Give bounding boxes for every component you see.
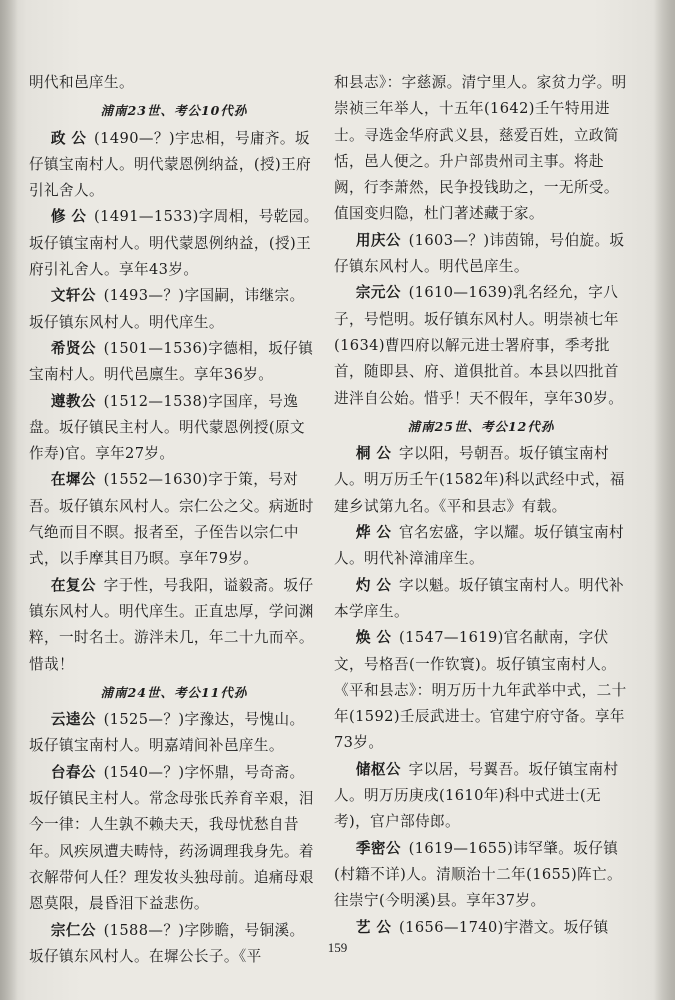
- entry-text: (1619—1655)讳罕肇。坂仔镇(村籍不详)人。清顺治十二年(1655)阵亡。往崇宁(今明溪)县。享年37岁。: [334, 839, 623, 910]
- biography-entry: [29, 336, 319, 389]
- entry-text: 官名宏盛，字以耀。坂仔镇宝南村人。明代补漳浦庠生。: [334, 524, 624, 568]
- continuation-text: 明代和邑庠生。: [29, 74, 134, 91]
- biography-entry: [29, 389, 319, 468]
- biography-entry: [334, 280, 628, 411]
- entry-text: (1493—？)字国嗣，讳继宗。坂仔镇东风村人。明代庠生。: [29, 287, 305, 331]
- page-gutter-shadow: [0, 0, 18, 1000]
- page-edge-shadow: [653, 0, 675, 1000]
- person-name: 在复公: [50, 576, 96, 594]
- biography-entry: [334, 757, 628, 836]
- entry-text: (1490—？)宇忠相，号庸齐。坂仔镇宝南村人。明代蒙恩例纳益，(授)王府引礼舍人。: [29, 129, 312, 200]
- entry-text: (1525—？)字豫达，号愧山。坂仔镇宝南村人。明嘉靖间补邑庠生。: [29, 711, 305, 755]
- biography-entry: [334, 520, 628, 573]
- biography-entry: [334, 915, 628, 941]
- entry-text: 字以阳，号朝吾。坂仔镇宝南村人。明万历壬午(1582年)科以武经中式，福建乡试第九名。《平和县志》有载。: [334, 445, 625, 515]
- person-name: 宗元公: [355, 284, 401, 302]
- generation-heading: 浦南23世、考公10代孙: [100, 103, 248, 119]
- right-text-column: [334, 70, 628, 941]
- entry-text: 字以居，号翼吾。坂仔镇宝南村人。明万历庚戌(1610年)科中式进士(无考)，官户部侍郎。: [334, 760, 619, 831]
- person-name: 政 公: [50, 129, 87, 147]
- entry-text: (1540—？)字怀鼎，号奇斋。坂仔镇民主村人。常念母张氏养育辛艰，泪今一律：人生孰不赖夫天，我母忧愁自昔年。风疾夙遭夫畴恃，药汤调理我身先。着衣解带何人任？理发妆头独母前。追痛母艰恩莫限，晨昏泪下益悲伤。: [29, 763, 314, 913]
- biography-entry: [29, 283, 319, 336]
- person-name: 用庆公: [355, 231, 401, 249]
- entry-text: (1552—1630)字于策，号对吾。坂仔镇东风村人。宗仁公之父。病逝时气绝而目不瞑。报者至，子侄告以宗仁中式，以手摩其目乃暝。享年79岁。: [29, 471, 314, 568]
- person-name: 烨 公: [355, 524, 392, 542]
- entry-text: (1501—1536)字德相，坂仔镇宝南村人。明代邑廪生。享年36岁。: [29, 339, 314, 384]
- biography-entry: [29, 204, 319, 283]
- biography-entry: [29, 126, 319, 205]
- biography-entry: [334, 573, 628, 626]
- entry-text: (1588—？)字陟瞻，号铜溪。坂仔镇东风村人。在墀公长子。《平: [29, 921, 305, 965]
- person-name: 艺 公: [355, 918, 392, 936]
- person-name: 季密公: [355, 839, 401, 857]
- biography-entry: [334, 441, 628, 520]
- generation-heading: 浦南25世、考公12代孙: [407, 418, 555, 434]
- page-number: 159: [327, 940, 348, 955]
- generation-heading: 浦南24世、考公11代孙: [100, 684, 248, 700]
- person-name: 焕 公: [355, 629, 392, 647]
- entry-text: (1491—1533)字周相，号乾园。坂仔镇宝南村人。明代蒙恩例纳益，(授)王府引礼舍人。享年43岁。: [29, 208, 319, 279]
- person-name: 桐 公: [355, 445, 392, 463]
- biography-entry: [29, 760, 319, 918]
- person-name: 希贤公: [50, 339, 96, 357]
- biography-entry: [29, 707, 319, 760]
- biography-entry: [334, 836, 628, 915]
- entry-text: (1610—1639)乳名经允，字八子，号恺明。坂仔镇东风村人。明崇祯七年(1634)曹四府以解元进士署府事，季考批首，随即县、府、道俱批首。本县以四批首进泮自公始。惜乎！天不假年，享年30岁。: [334, 284, 624, 407]
- entry-text: 字于性，号我阳，谥毅斋。坂仔镇东风村人。明代庠生。正直忠厚，学问渊粹，一时名士。游泮未几，年二十九而卒。惜哉！: [29, 576, 314, 673]
- person-name: 宗仁公: [50, 921, 96, 939]
- biography-entry: [334, 228, 628, 281]
- biography-entry: [29, 573, 319, 678]
- continuation-text: 和县志》：字慈源。清宁里人。家贫力学。明崇祯三年举人，十五年(1642)壬午特用进士。寻选金华府武义县，慈爱百姓，立政简恬，邑人便之。升户部贵州司主事。将赴阙，行李萧然，民争投钱助之，一无所受。值国变归隐，杜门著述藏于家。: [334, 74, 627, 223]
- person-name: 遵教公: [50, 392, 96, 410]
- entry-text: (1512—1538)字国庠，号逸盘。坂仔镇民主村人。明代蒙恩例授(原文作寿)官。享年27岁。: [29, 392, 305, 463]
- biography-entry: [29, 467, 319, 572]
- person-name: 储枢公: [355, 760, 401, 778]
- entry-text: (1547—1619)官名献南，字伏文，号格吾(一作钦寰)。坂仔镇宝南村人。《平和县志》：明万历十九年武举中式，二十年(1592)壬辰武进士。官建宁府守备。享年73岁。: [334, 629, 627, 752]
- person-name: 台春公: [50, 763, 96, 781]
- person-name: 文轩公: [50, 287, 96, 305]
- person-name: 在墀公: [50, 471, 96, 489]
- entry-text: (1603—？)讳茵锦，号伯旋。坂仔镇东风村人。明代邑庠生。: [334, 231, 625, 276]
- biography-entry: [334, 625, 628, 756]
- entry-text: 字以魁。坂仔镇宝南村人。明代补本学庠生。: [334, 576, 624, 620]
- person-name: 灼 公: [355, 576, 392, 594]
- person-name: 修 公: [50, 208, 87, 226]
- left-text-column: [29, 70, 319, 970]
- person-name: 云逵公: [50, 711, 96, 729]
- entry-text: (1656—1740)宇潜文。坂仔镇: [391, 918, 609, 936]
